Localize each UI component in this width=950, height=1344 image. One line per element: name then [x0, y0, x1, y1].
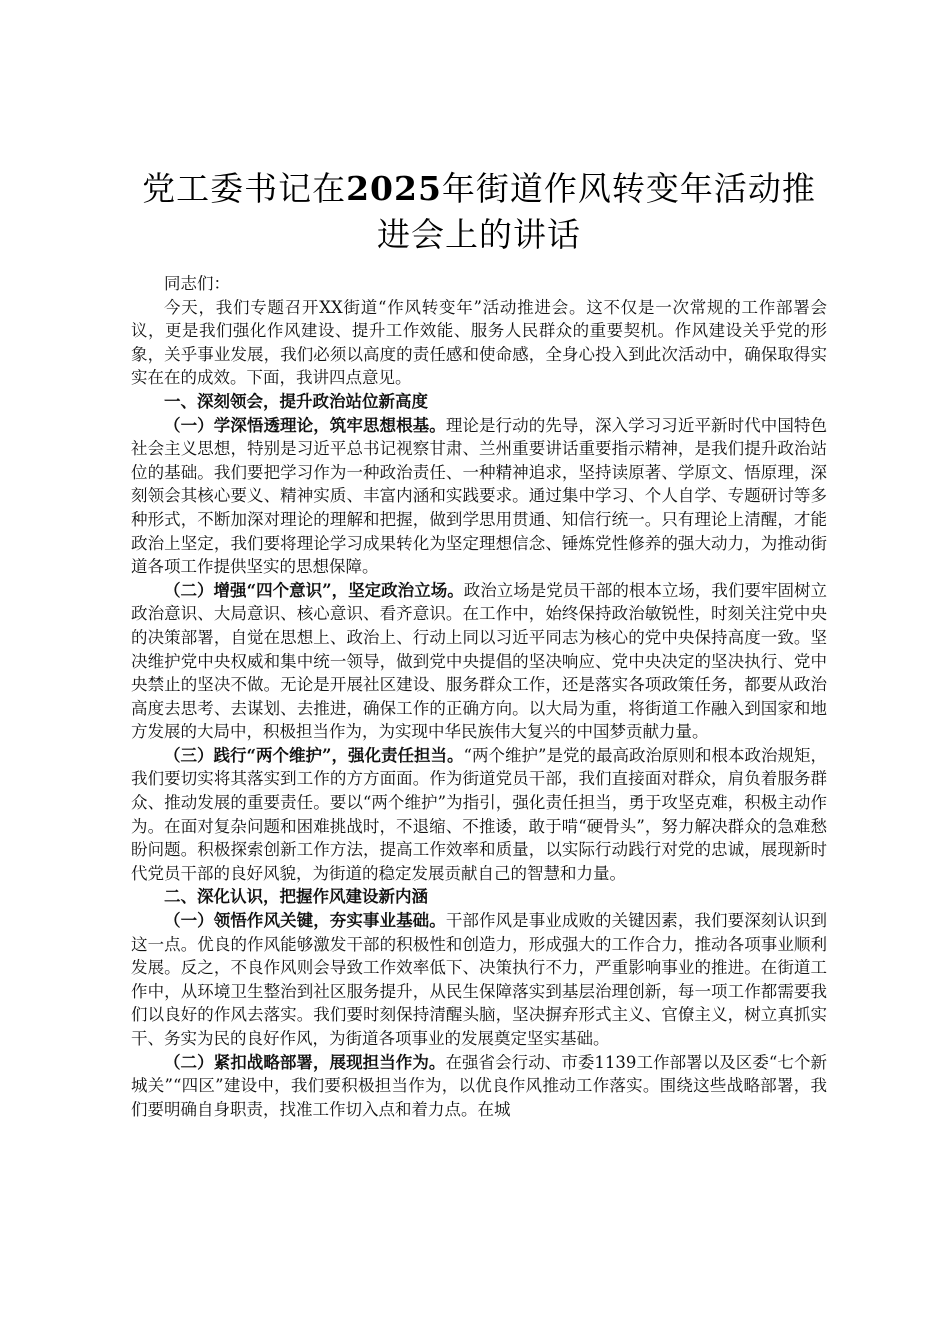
intro-paragraph: 今天，我们专题召开XX街道“作风转变年”活动推进会。这不仅是一次常规的工作部署会议，更是我们强化作风建设、提升工作效能、服务人民群众的重要契机。作风建设关乎党的形象，关乎事业发展，我们必须以高度的责任感和使命感，全身心投入到此次活动中，确保取得实实在在的成效。下面，我讲四点意见。: [131, 297, 827, 388]
subheading-lead: （二）增强“四个意识”，坚定政治立场。: [164, 580, 464, 600]
salutation: 同志们：: [164, 274, 230, 293]
document-title: [131, 166, 827, 258]
document-body: [131, 272, 827, 1121]
section-2-paragraph-2: [131, 1051, 827, 1122]
title-year: 2025: [346, 169, 442, 208]
title-prefix: 党工委书记在: [142, 169, 347, 208]
section-1-paragraph-2: [131, 579, 827, 744]
document-page: [131, 166, 827, 1121]
paragraph-text: 理论是行动的先导，深入学习习近平新时代中国特色社会主义思想，特别是习近平总书记视察甘肃、兰州重要讲话重要指示精神，是我们提升政治站位的基础。我们要把学习作为一种政治责任、一种精神追求，坚持读原著、学原文、悟原理，深刻领会其核心要义、精神实质、丰富内涵和实践要求。通过集中学习、个人自学、专题研讨等多种形式，不断加深对理论的理解和把握，做到学思用贯通、知信行统一。只有理论上清醒，才能政治上坚定，我们要将理论学习成果转化为坚定理想信念、锤炼党性修养的强大动力，为推动街道各项工作提供坚实的思想保障。: [131, 415, 828, 577]
section-1-heading: 一、深刻领会，提升政治站位新高度: [164, 391, 428, 411]
title-line-2: 进会上的讲话: [377, 215, 581, 254]
section-2-paragraph-1: [131, 909, 827, 1051]
title-line-1: [131, 166, 827, 212]
subheading-lead: （二）紧扣战略部署，展现担当作为。: [164, 1052, 446, 1072]
subheading-lead: （一）学深悟透理论，筑牢思想根基。: [164, 415, 446, 435]
subheading-lead: （三）践行“两个维护”，强化责任担当。: [164, 745, 464, 765]
paragraph-text: “两个维护”是党的最高政治原则和根本政治规矩，我们要切实将其落实到工作的方方面面。作为街道党员干部，我们直接面对群众，肩负着服务群众、推动发展的重要责任。要以“两个维护”为指引，强化责任担当，勇于攻坚克难，积极主动作为。在面对复杂问题和困难挑战时，不退缩、不推诿，敢于啃“硬骨头”，努力解决群众的急难愁盼问题。积极探索创新工作方法，提高工作效率和质量，以实际行动践行对党的忠诚，展现新时代党员干部的良好风貌，为街道的稳定发展贡献自己的智慧和力量。: [131, 745, 827, 883]
subheading-lead: （一）领悟作风关键，夯实事业基础。: [164, 911, 446, 931]
paragraph-text: 政治立场是党员干部的根本立场，我们要牢固树立政治意识、大局意识、核心意识、看齐意识。在工作中，始终保持政治敏锐性，时刻关注党中央的决策部署，自觉在思想上、政治上、行动上同以习近平同志为核心的党中央保持高度一致。坚决维护党中央权威和集中统一领导，做到党中央提倡的坚决响应、党中央决定的坚决执行、党中央禁止的坚决不做。无论是开展社区建设、服务群众工作，还是落实各项政策任务，都要从政治高度去思考、去谋划、去推进，确保工作的正确方向。以大局为重，将街道工作融入到国家和地方发展的大局中，积极担当作为，为实现中华民族伟大复兴的中国梦贡献力量。: [131, 580, 828, 742]
title-suffix: 年街道作风转变年活动推: [441, 169, 816, 208]
paragraph-text: 干部作风是事业成败的关键因素，我们要深刻认识到这一点。优良的作风能够激发干部的积极性和创造力，形成强大的工作合力，推动各项事业顺利发展。反之，不良作风则会导致工作效率低下、决策执行不力，严重影响事业的推进。在街道工作中，从环境卫生整治到社区服务提升，从民生保障落实到基层治理创新，每一项工作都需要我们以良好的作风去落实。我们要时刻保持清醒头脑，坚决摒弃形式主义、官僚主义，树立真抓实干、务实为民的良好作风，为街道各项事业的发展奠定坚实基础。: [131, 911, 828, 1048]
paragraph-text: 在强省会行动、市委1139工作部署以及区委“七个新城关”“四区”建设中，我们要积极担当作为，以优良作风推动工作落实。围绕这些战略部署，我们要明确自身职责，找准工作切入点和着力点。在城: [131, 1052, 828, 1119]
section-1-paragraph-1: [131, 414, 827, 579]
section-2-heading: 二、深化认识，把握作风建设新内涵: [164, 887, 428, 907]
section-1-paragraph-3: [131, 744, 827, 886]
